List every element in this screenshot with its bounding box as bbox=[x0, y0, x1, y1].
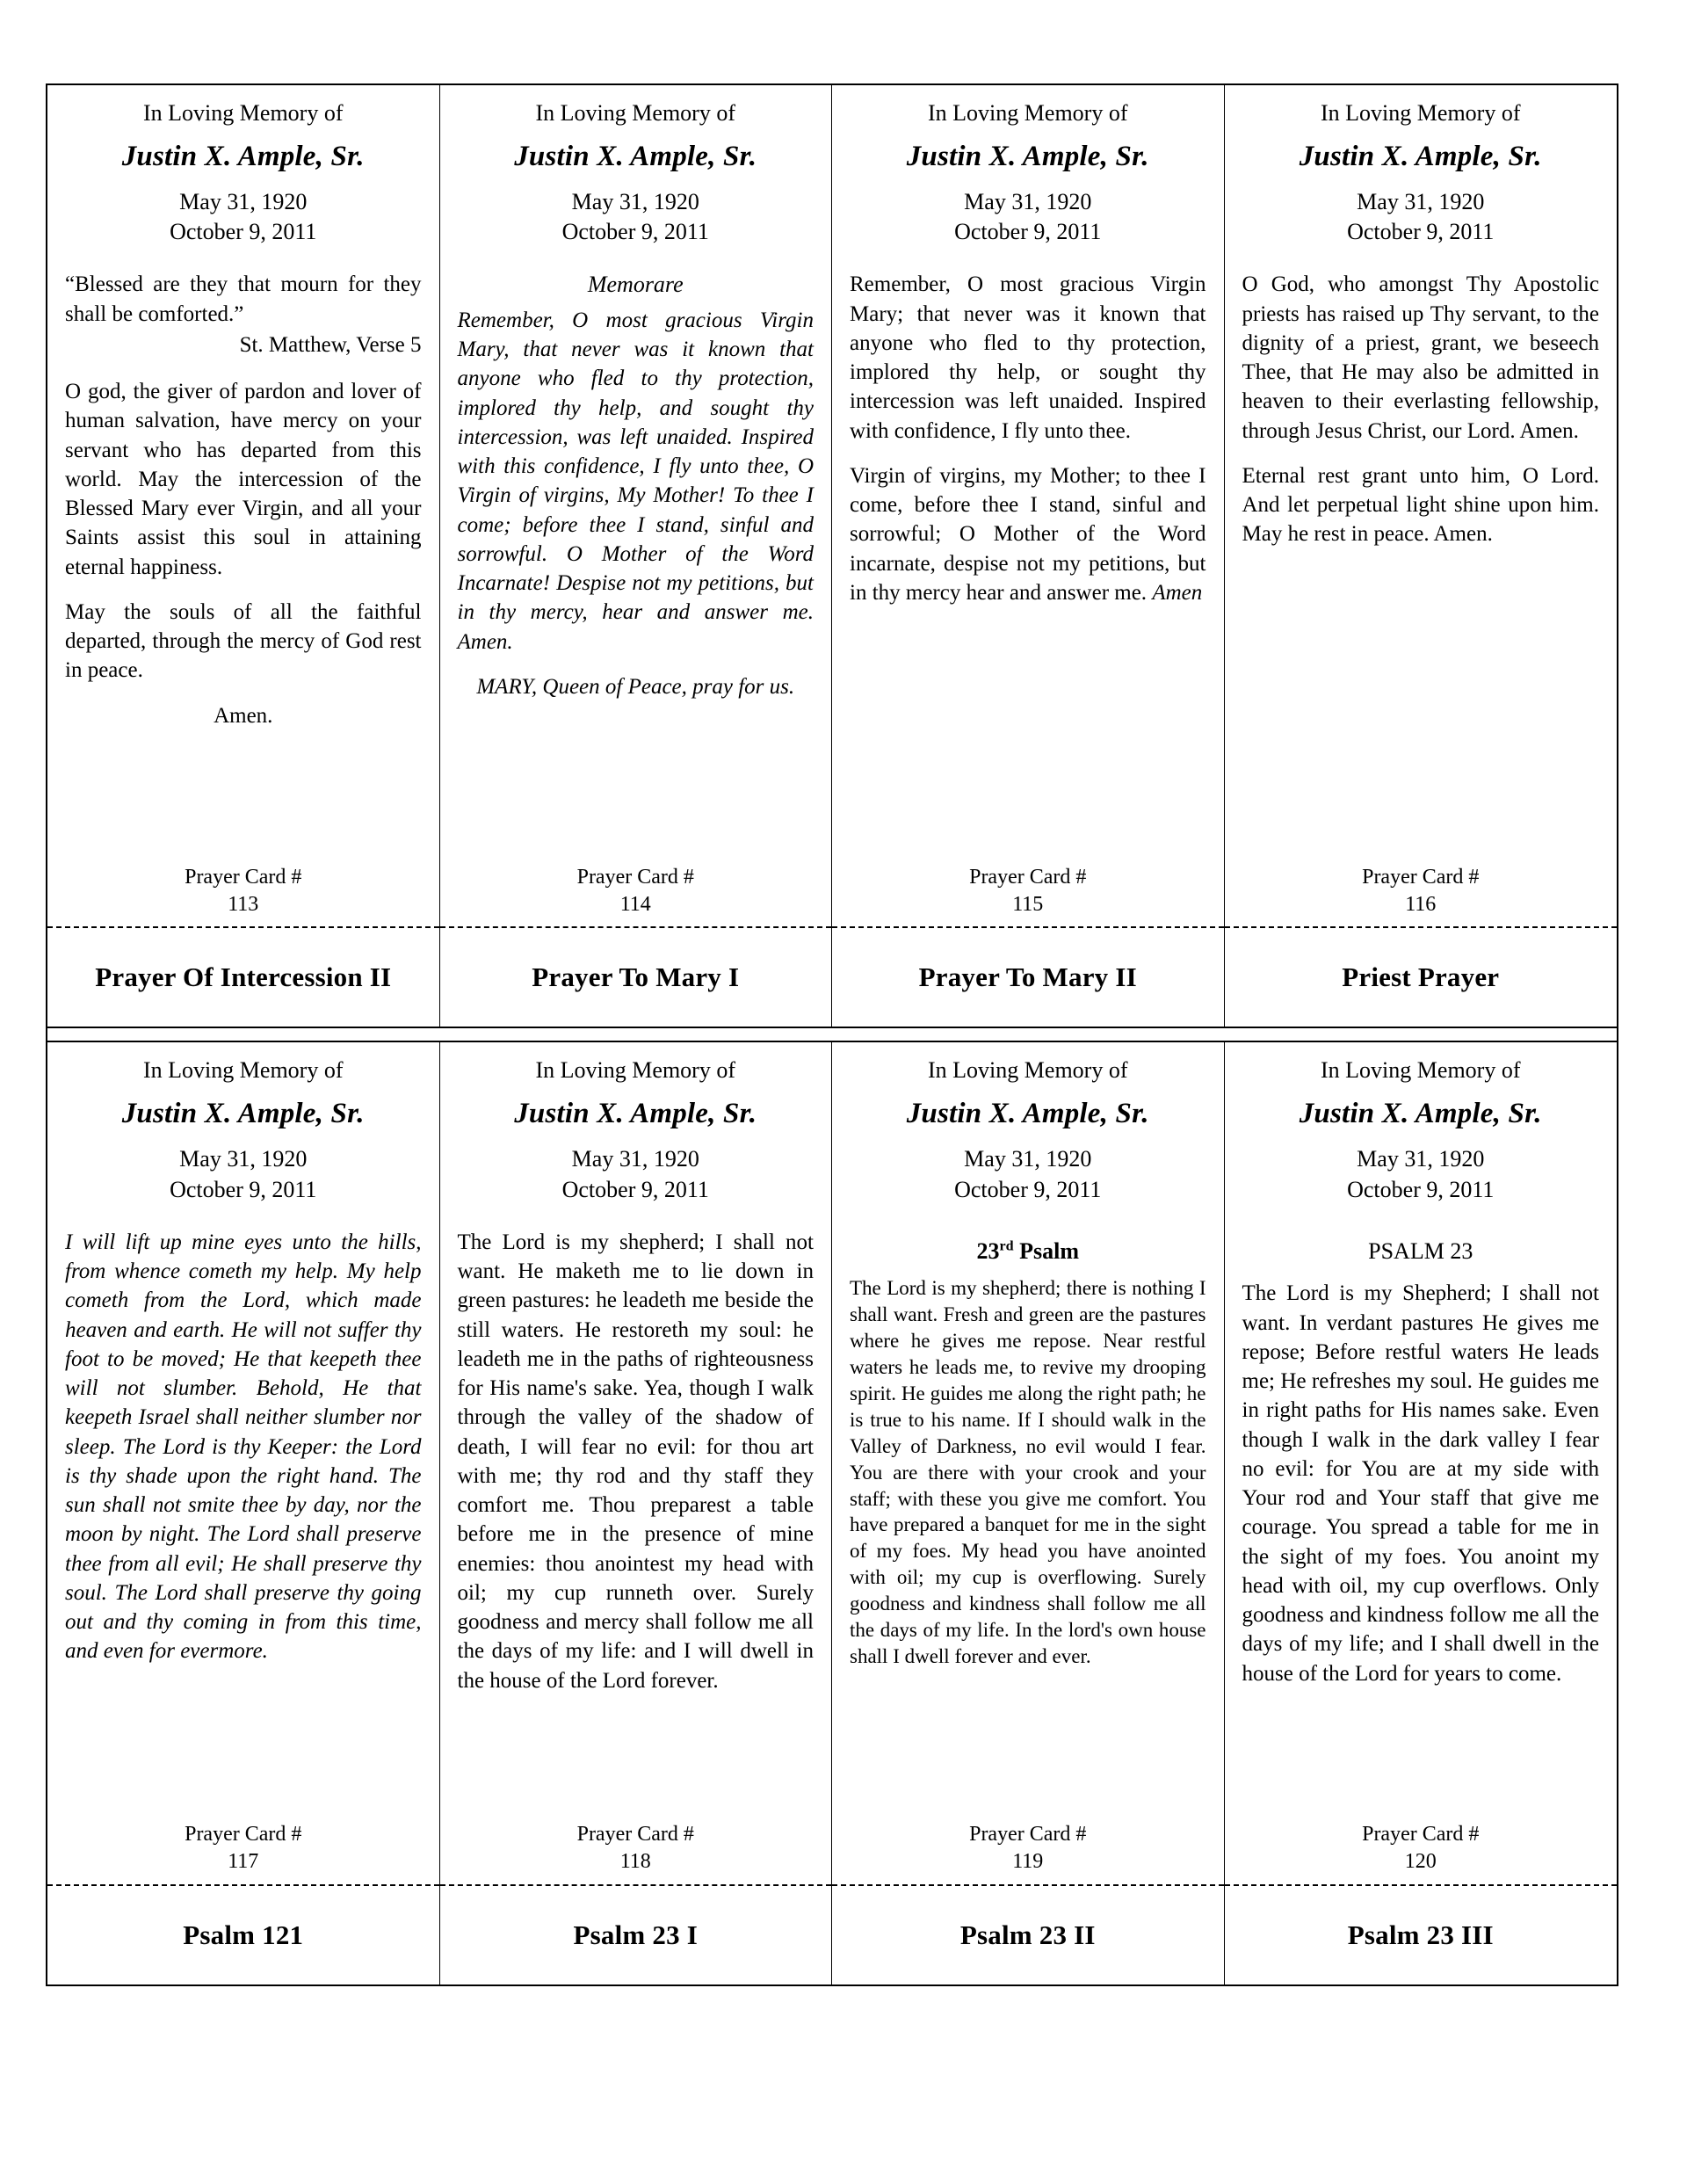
card-body bbox=[832, 85, 1224, 859]
prayer-text bbox=[458, 270, 815, 855]
card-title: Prayer To Mary I bbox=[532, 961, 740, 993]
birth-date: May 31, 1920 bbox=[1357, 188, 1485, 214]
psalm-heading-ordinal: rd bbox=[999, 1238, 1014, 1254]
card-number-block bbox=[47, 1816, 439, 1885]
card-number-label: Prayer Card # bbox=[969, 1823, 1087, 1847]
birth-date: May 31, 1920 bbox=[571, 1146, 699, 1172]
card-number-label: Prayer Card # bbox=[185, 866, 302, 889]
card-number-label: Prayer Card # bbox=[576, 866, 694, 889]
card-title: Psalm 23 III bbox=[1347, 1919, 1494, 1950]
prayer-card-sheet bbox=[46, 83, 1618, 1950]
death-date: October 9, 2011 bbox=[561, 219, 709, 245]
card-number-label: Prayer Card # bbox=[1362, 1823, 1480, 1847]
prayer-text bbox=[850, 270, 1206, 855]
card-number-label: Prayer Card # bbox=[576, 1823, 694, 1847]
dates bbox=[850, 187, 1206, 248]
card-body bbox=[832, 1042, 1224, 1816]
card-row-bottom bbox=[46, 1041, 1618, 1985]
prayer-text bbox=[65, 1228, 422, 1813]
memorial-line: In Loving Memory of bbox=[143, 1057, 344, 1084]
prayer-card[interactable] bbox=[47, 85, 440, 1027]
prayer-text bbox=[65, 270, 422, 855]
card-number: 114 bbox=[619, 892, 651, 916]
card-number-label: Prayer Card # bbox=[1362, 866, 1480, 889]
memorial-line: In Loving Memory of bbox=[143, 100, 344, 126]
card-title: Prayer Of Intercession II bbox=[95, 961, 392, 993]
birth-date: May 31, 1920 bbox=[1357, 1146, 1485, 1172]
birth-date: May 31, 1920 bbox=[964, 188, 1092, 214]
card-number-block bbox=[832, 859, 1224, 928]
psalm-heading-word: Psalm bbox=[1013, 1237, 1079, 1264]
card-number: 113 bbox=[228, 892, 259, 916]
deceased-name: Justin X. Ample, Sr. bbox=[121, 1097, 365, 1129]
card-title: Psalm 121 bbox=[183, 1919, 304, 1950]
dates bbox=[65, 1144, 422, 1205]
card-title: Psalm 23 II bbox=[959, 1919, 1096, 1950]
card-number: 116 bbox=[1405, 892, 1437, 916]
card-number: 120 bbox=[1404, 1850, 1437, 1874]
card-body bbox=[440, 85, 832, 859]
prayer-paragraph: The Lord is my shepherd; there is nothing I shall want. Fresh and green are the pastures where he gives me repose. Near restful waters he leads me, to revive my drooping spirit. He guides me along the right path; he is true to his name. If I should walk in the Valley of Darkness, no evil would I fear. You are there with your crook and your staff; with these you give me comfort. You have prepared a banquet for me in the sight of my foes. My head you have anointed with oil; my cup is overflowing. Surely goodness and kindness shall follow me all the days of my life. In the lord's own house shall I dwell forever and ever. bbox=[850, 1277, 1206, 1667]
death-date: October 9, 2011 bbox=[954, 1176, 1102, 1202]
card-title-block bbox=[1225, 928, 1618, 1027]
death-date: October 9, 2011 bbox=[561, 1176, 709, 1202]
prayer-paragraph: I will lift up mine eyes unto the hills, from whence cometh my help. My help cometh from the Lord, which made heaven and earth. He will not suffer thy foot to be moved; He that keepeth thee will not slumber. Behold, He that keepeth Israel shall neither slumber nor sleep. The Lord is thy Keeper: the Lord is thy shade upon the right hand. The sun shall not smite thee by day, nor the moon by night. The Lord shall preserve thee from all evil; He shall preserve thy soul. The Lord shall preserve thy going out and thy coming in from this time, and even for evermore. bbox=[65, 1230, 422, 1664]
memorial-line: In Loving Memory of bbox=[928, 1057, 1128, 1084]
card-number-block bbox=[1225, 859, 1618, 928]
amen-line: Amen. bbox=[214, 703, 273, 728]
card-title-block bbox=[440, 1886, 832, 1984]
dates bbox=[1242, 1144, 1600, 1205]
prayer-text bbox=[1242, 270, 1600, 855]
card-title-block bbox=[832, 1886, 1224, 1984]
prayer-card[interactable] bbox=[440, 1042, 833, 1984]
row-separator bbox=[46, 1028, 1618, 1041]
card-number-label: Prayer Card # bbox=[969, 866, 1087, 889]
card-title-block bbox=[47, 928, 439, 1027]
prayer-paragraph: Remember, O most gracious Virgin Mary; that never was it known that anyone who fled to thy protection, implored thy help, or sought thy intercession was left unaided. Inspired with confidence, I fly unto thee. bbox=[850, 272, 1206, 443]
prayer-paragraph: The Lord is my Shepherd; I shall not want. In verdant pastures He gives me repose; Before restful waters He leads me; He refreshes my soul. He guides me in right paths for His names sake. Even though I walk in the dark valley I fear no evil: for You are at my side with Your rod and Your staff that give me courage. You spread a table for me in the sight of my foes. You anoint my head with oil, my cup overflows. Only goodness and kindness follow me all the days of my life; and I shall dwell in the house of the Lord for years to come. bbox=[1242, 1281, 1599, 1686]
dates bbox=[65, 187, 422, 248]
deceased-name: Justin X. Ample, Sr. bbox=[906, 1097, 1149, 1129]
dates bbox=[850, 1144, 1206, 1205]
prayer-card[interactable] bbox=[1225, 1042, 1618, 1984]
death-date: October 9, 2011 bbox=[954, 219, 1102, 245]
amen-line: Amen bbox=[1152, 580, 1203, 605]
prayer-closing: MARY, Queen of Peace, pray for us. bbox=[476, 674, 795, 699]
birth-date: May 31, 1920 bbox=[179, 188, 308, 214]
prayer-paragraph: Remember, O most gracious Virgin Mary, that never was it known that anyone who fled to thy protection, implored thy help, and sought thy intercession, was left unaided. Inspired with this confidence, I fly unto thee, O Virgin of virgins, My Mother! To thee I come; before thee I stand, sinful and sorrowful. O Mother of the Word Incarnate! Despise not my petitions, but in thy mercy, hear and answer me. Amen. bbox=[457, 308, 814, 654]
prayer-card[interactable] bbox=[47, 1042, 440, 1984]
card-body bbox=[1225, 85, 1618, 859]
card-body bbox=[1225, 1042, 1618, 1816]
prayer-text bbox=[458, 1228, 815, 1813]
card-title-block bbox=[47, 1886, 439, 1984]
card-number: 115 bbox=[1012, 892, 1044, 916]
prayer-heading: Memorare bbox=[587, 272, 684, 298]
birth-date: May 31, 1920 bbox=[571, 188, 699, 214]
card-title-block bbox=[832, 928, 1224, 1027]
prayer-text bbox=[850, 1228, 1206, 1813]
scripture-quote: “Blessed are they that mourn for they shall be comforted.” bbox=[65, 272, 422, 326]
card-number: 117 bbox=[228, 1850, 259, 1874]
dates bbox=[458, 187, 815, 248]
card-number-block bbox=[1225, 1816, 1618, 1885]
card-body bbox=[440, 1042, 832, 1816]
deceased-name: Justin X. Ample, Sr. bbox=[1299, 140, 1542, 172]
prayer-paragraph: O god, the giver of pardon and lover of human salvation, have mercy on your servant who has departed from this world. May the intercession of the Blessed Mary ever Virgin, and all your Saints assist this soul in attaining eternal happiness. bbox=[65, 380, 422, 579]
dates bbox=[1242, 187, 1600, 248]
card-number-block bbox=[832, 1816, 1224, 1885]
death-date: October 9, 2011 bbox=[1347, 1176, 1495, 1202]
scripture-attribution: St. Matthew, Verse 5 bbox=[239, 332, 422, 357]
death-date: October 9, 2011 bbox=[170, 219, 317, 245]
birth-date: May 31, 1920 bbox=[964, 1146, 1092, 1172]
deceased-name: Justin X. Ample, Sr. bbox=[514, 1097, 757, 1129]
prayer-paragraph bbox=[850, 461, 1206, 607]
prayer-paragraph: The Lord is my shepherd; I shall not want. He maketh me to lie down in green pastures: he leadeth me beside the still waters. He restoreth my soul: he leadeth me in the paths of righteousness for His name's sake. Yea, though I walk through the valley of the shadow of death, I will fear no evil: for thou art with me; thy rod and thy staff they comfort me. Thou preparest a table before me in the presence of mine enemies: thou anointest my head with oil; my cup runneth over. Surely goodness and mercy shall follow me all the days of my life: and I will dwell in the house of the Lord forever. bbox=[457, 1230, 814, 1693]
card-number-block bbox=[47, 859, 439, 928]
deceased-name: Justin X. Ample, Sr. bbox=[1299, 1097, 1542, 1129]
card-number: 119 bbox=[1012, 1850, 1044, 1874]
prayer-card[interactable] bbox=[440, 85, 833, 1027]
prayer-card[interactable] bbox=[832, 85, 1225, 1027]
card-title: Psalm 23 I bbox=[573, 1919, 698, 1950]
card-number: 118 bbox=[619, 1850, 651, 1874]
memorial-line: In Loving Memory of bbox=[535, 1057, 735, 1084]
dates bbox=[458, 1144, 815, 1205]
prayer-card[interactable] bbox=[832, 1042, 1225, 1984]
card-title: Prayer To Mary II bbox=[918, 961, 1137, 993]
prayer-text bbox=[1242, 1228, 1600, 1813]
card-number-label: Prayer Card # bbox=[185, 1823, 302, 1847]
prayer-card[interactable] bbox=[1225, 85, 1618, 1027]
psalm-heading bbox=[850, 1237, 1206, 1267]
card-body bbox=[47, 85, 439, 859]
deceased-name: Justin X. Ample, Sr. bbox=[906, 140, 1149, 172]
psalm-heading-number: 23 bbox=[976, 1237, 1000, 1264]
card-number-block bbox=[440, 859, 832, 928]
card-number-block bbox=[440, 1816, 832, 1885]
card-title-block bbox=[440, 928, 832, 1027]
memorial-line: In Loving Memory of bbox=[1321, 1057, 1521, 1084]
deceased-name: Justin X. Ample, Sr. bbox=[121, 140, 365, 172]
memorial-line: In Loving Memory of bbox=[1321, 100, 1521, 126]
card-title: Priest Prayer bbox=[1342, 961, 1500, 993]
deceased-name: Justin X. Ample, Sr. bbox=[514, 140, 757, 172]
card-title-block bbox=[1225, 1886, 1618, 1984]
death-date: October 9, 2011 bbox=[170, 1176, 317, 1202]
death-date: October 9, 2011 bbox=[1347, 219, 1495, 245]
prayer-paragraph: O God, who amongst Thy Apostolic priests has raised up Thy servant, to the dignity of a priest, grant, we beseech Thee, that He may also be admitted in heaven to their everlasting fellowship, through Jesus Christ, our Lord. Amen. bbox=[1242, 272, 1599, 443]
psalm-heading: PSALM 23 bbox=[1368, 1237, 1473, 1264]
prayer-paragraph: Eternal rest grant unto him, O Lord. And let perpetual light shine upon him. May he rest in peace. Amen. bbox=[1242, 463, 1599, 547]
birth-date: May 31, 1920 bbox=[179, 1146, 308, 1172]
prayer-paragraph-text: Virgin of virgins, my Mother; to thee I come, before thee I stand, sinful and sorrowful; O Mother of the Word incarnate, despise not my petitions, but in thy mercy hear and answer me. bbox=[850, 463, 1206, 605]
card-body bbox=[47, 1042, 439, 1816]
memorial-line: In Loving Memory of bbox=[535, 100, 735, 126]
card-row-top bbox=[46, 83, 1618, 1028]
prayer-paragraph: May the souls of all the faithful departed, through the mercy of God rest in peace. bbox=[65, 599, 422, 683]
memorial-line: In Loving Memory of bbox=[928, 100, 1128, 126]
